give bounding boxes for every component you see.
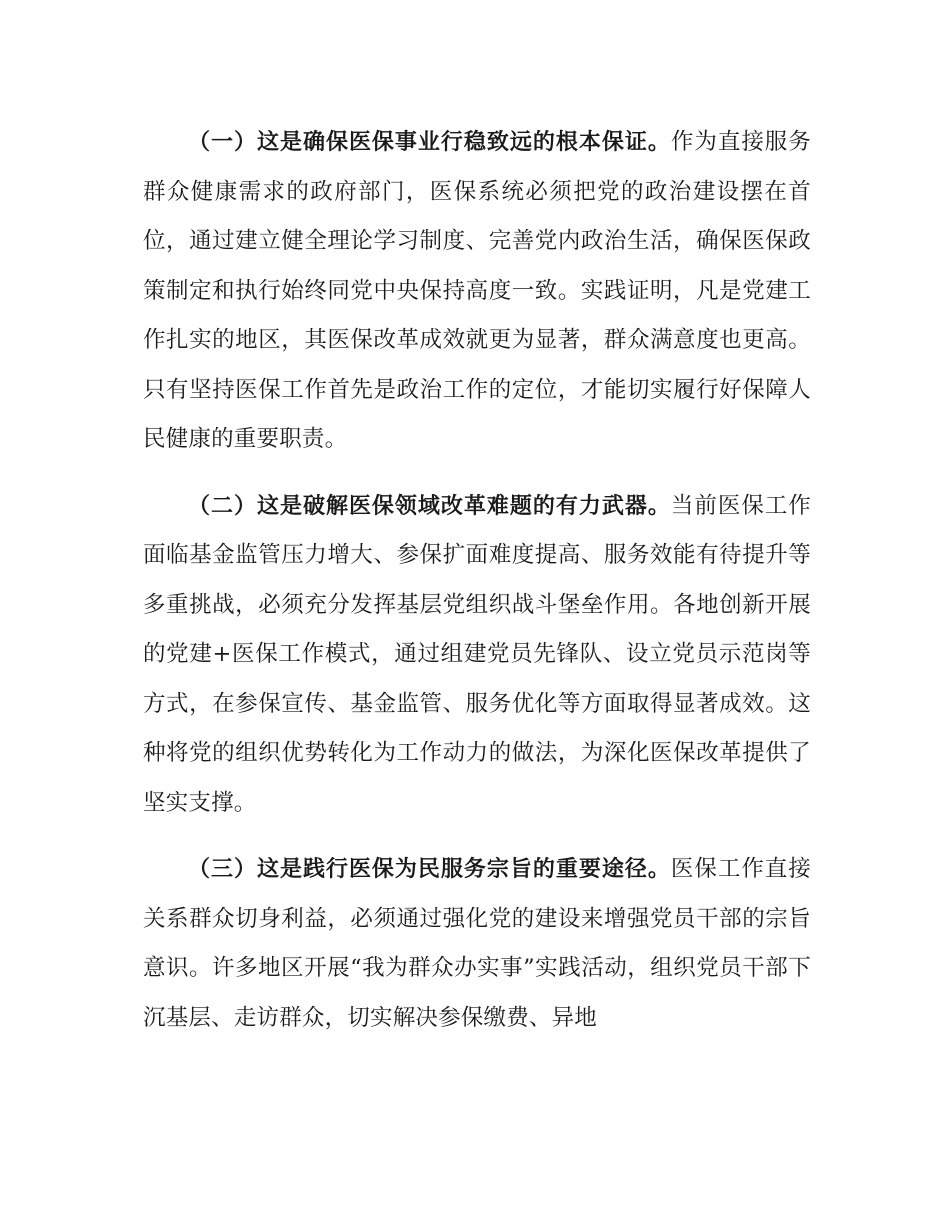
paragraph-2-heading: （二）这是破解医保领域改革难题的有力武器。	[188, 493, 671, 519]
paragraph-3-heading: （三）这是践行医保为民服务宗旨的重要途径。	[188, 857, 671, 882]
paragraph-1-heading: （一）这是确保医保事业行稳致远的根本保证。	[188, 130, 671, 155]
paragraph-2	[143, 482, 811, 829]
paragraph-3	[143, 845, 811, 1043]
paragraph-3-body: 医保工作直接关系群众切身利益，必须通过强化党的建设来增强党员干部的宗旨意识。许多地区开展“我为群众办实事”实践活动，组织党员干部下沉基层、走访群众，切实解决参保缴费、异地	[143, 856, 812, 1031]
document-body	[143, 118, 811, 1060]
paragraph-1-body: 作为直接服务群众健康需求的政府部门，医保系统必须把党的政治建设摆在首位，通过建立健全理论学习制度、完善党内政治生活，确保医保政策制定和执行始终同党中央保持高度一致。实践证明，凡是党建工作扎实的地区，其医保改革成效就更为显著，群众满意度也更高。只有坚持医保工作首先是政治工作的定位，才能切实履行好保障人民健康的重要职责。	[143, 129, 812, 452]
paragraph-2-body: 当前医保工作面临基金监管压力增大、参保扩面难度提高、服务效能有待提升等多重挑战，必须充分发挥基层党组织战斗堡垒作用。各地创新开展的党建+医保工作模式，通过组建党员先锋队、设立党员示范岗等方式，在参保宣传、基金监管、服务优化等方面取得显著成效。这种将党的组织优势转化为工作动力的做法，为深化医保改革提供了坚实支撑。	[143, 492, 812, 816]
paragraph-1	[143, 118, 811, 465]
